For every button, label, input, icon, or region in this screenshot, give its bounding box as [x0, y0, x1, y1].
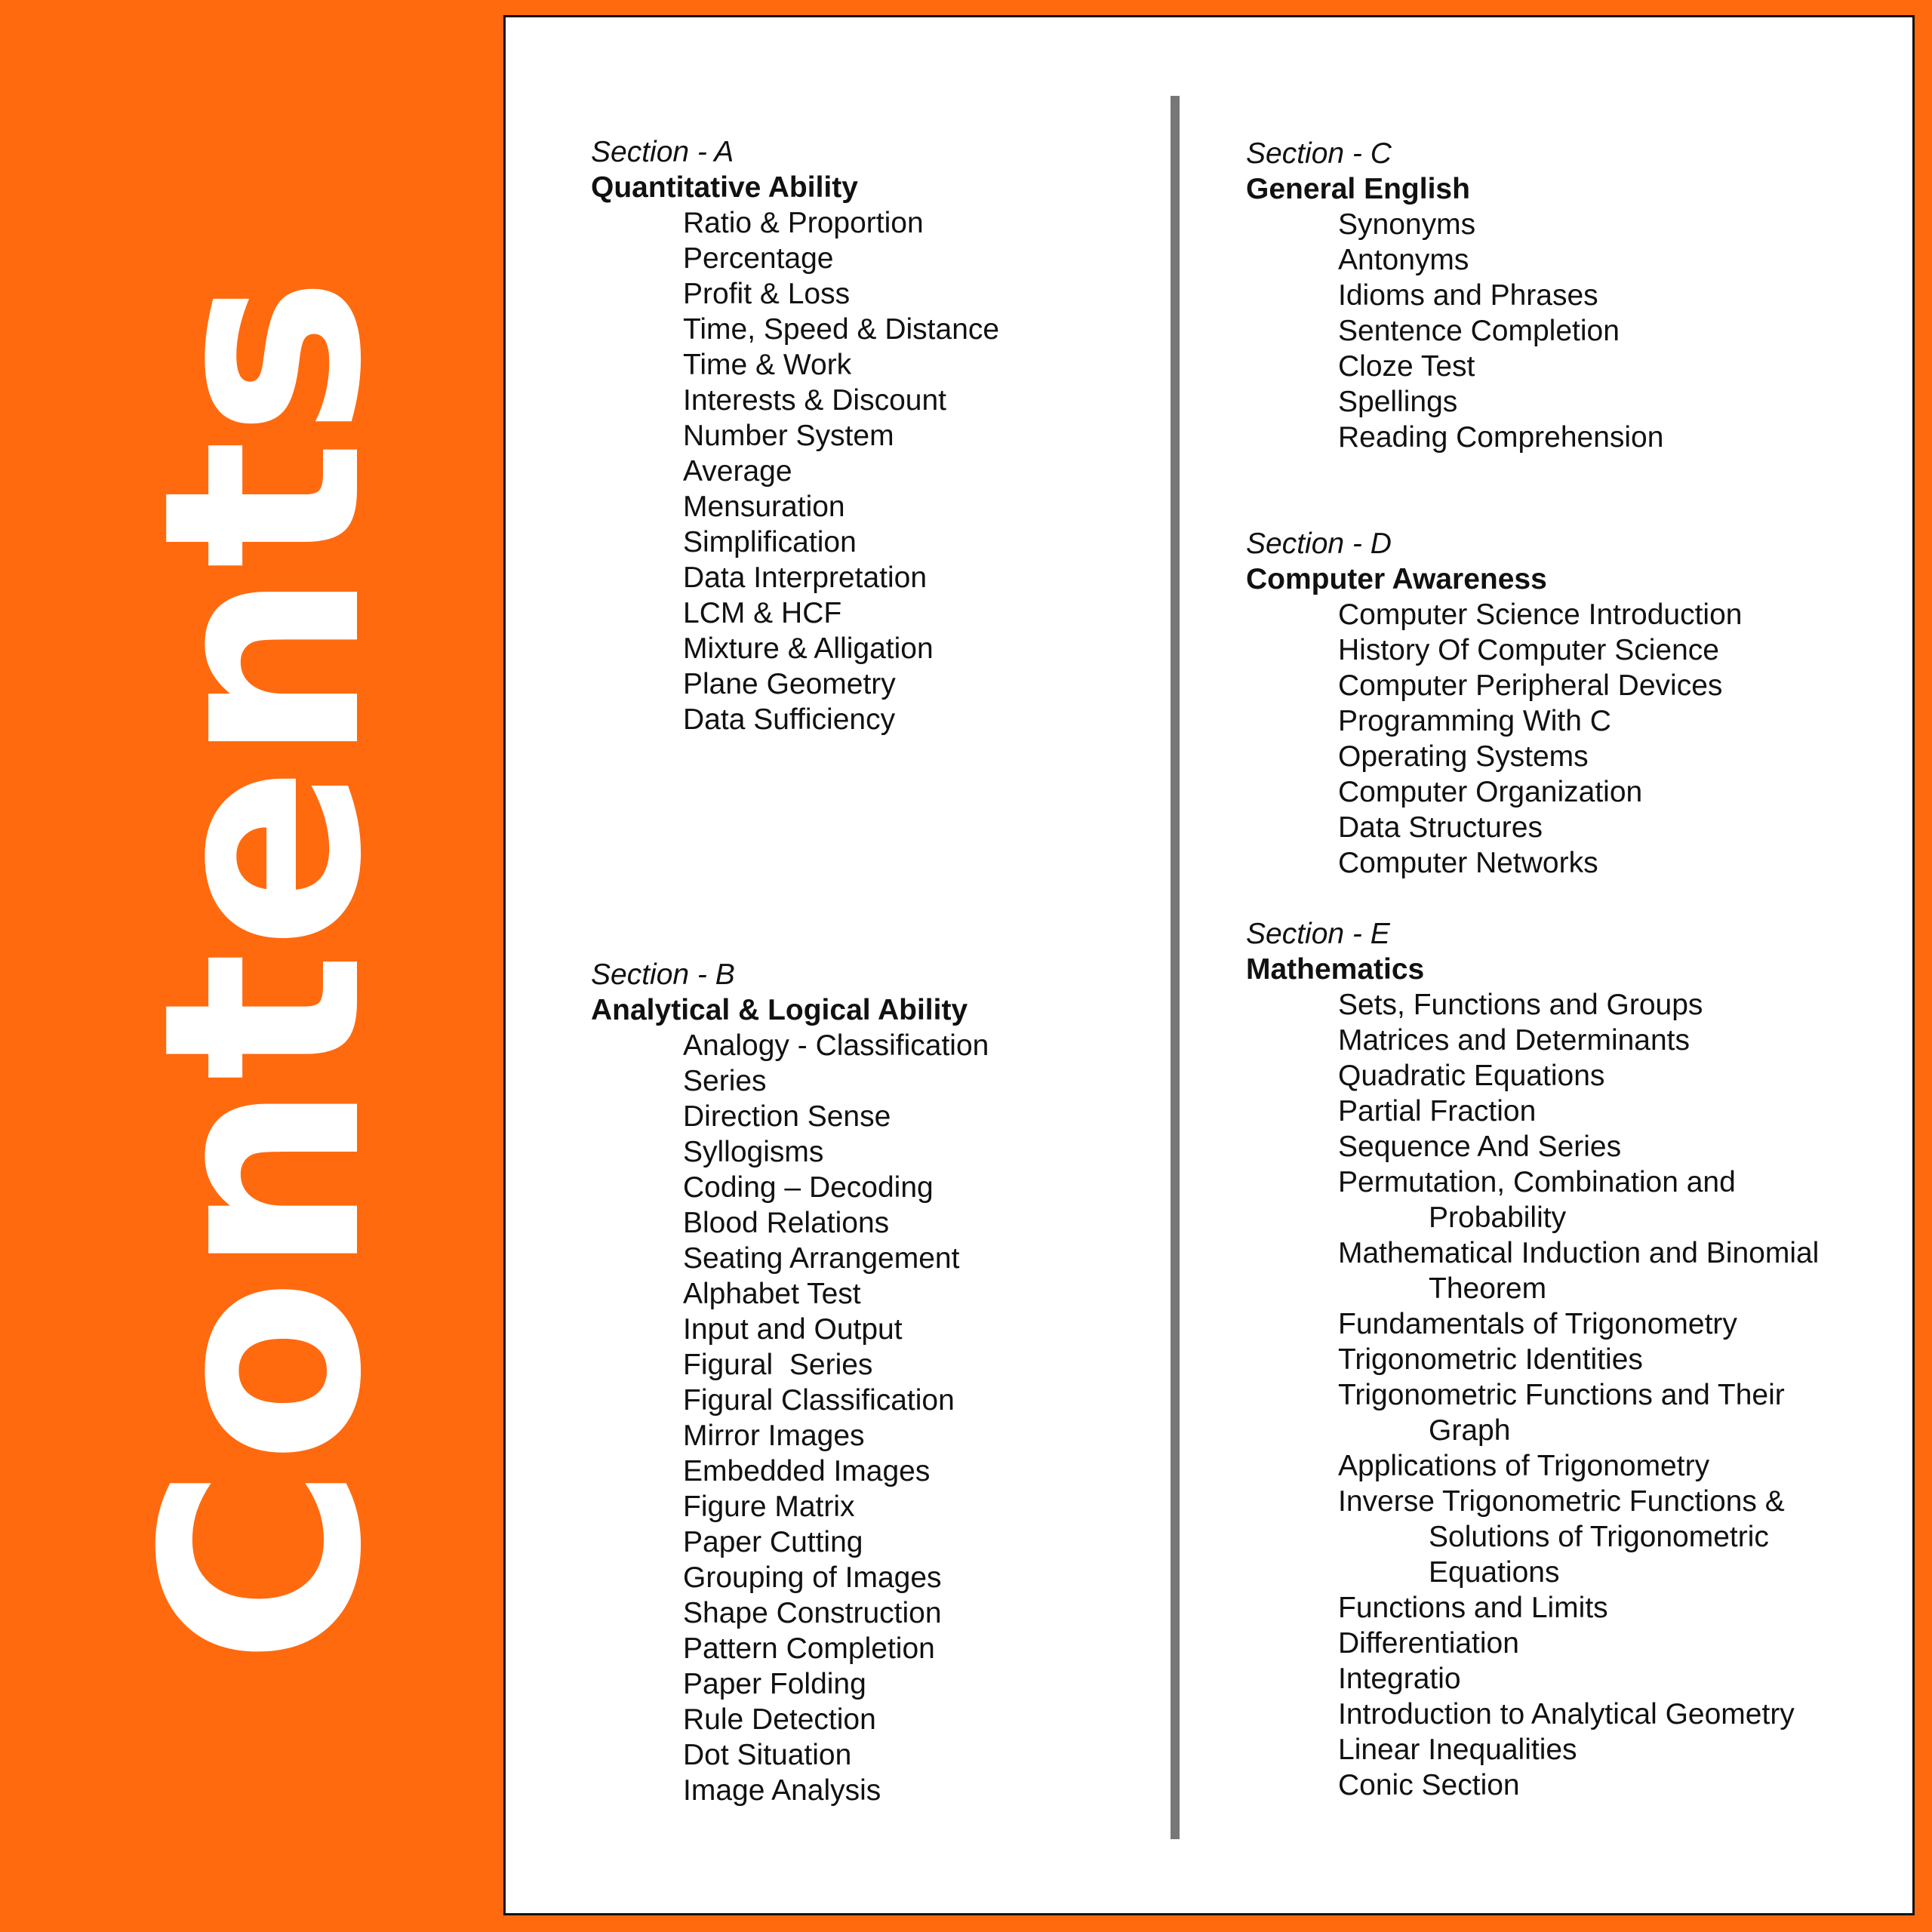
topic-item: Quadratic Equations: [1338, 1060, 1605, 1092]
topic-item: Alphabet Test: [683, 1278, 861, 1310]
topic-item-continuation: Equations: [1429, 1556, 1560, 1589]
topic-item: Permutation, Combination and: [1338, 1166, 1736, 1198]
topic-item: LCM & HCF: [683, 597, 842, 629]
topic-item: Antonyms: [1338, 244, 1469, 276]
topic-item: Introduction to Analytical Geometry: [1338, 1698, 1795, 1730]
topic-item: Figure Matrix: [683, 1491, 855, 1523]
section-title: Mathematics: [1246, 953, 1425, 986]
section-d: [1246, 526, 1895, 916]
topic-item: Functions and Limits: [1338, 1592, 1608, 1624]
topic-item: Mixture & Alligation: [683, 632, 934, 665]
topic-item: Conic Section: [1338, 1769, 1520, 1801]
topic-item: Input and Output: [683, 1313, 903, 1346]
topic-item: Number System: [683, 420, 894, 452]
topic-item: Sequence And Series: [1338, 1131, 1622, 1163]
left-column: [591, 134, 1149, 1808]
topic-item: Data Sufficiency: [683, 703, 896, 736]
section-label: Section - C: [1246, 137, 1392, 170]
topic-item: Pattern Completion: [683, 1632, 935, 1665]
topic-item: Rule Detection: [683, 1703, 876, 1736]
topic-item: Computer Peripheral Devices: [1338, 669, 1723, 702]
topic-item: Computer Science Introduction: [1338, 598, 1743, 631]
section-label: Section - B: [591, 958, 735, 991]
topic-list: [1246, 207, 1895, 455]
topic-item: Figural Series: [683, 1349, 873, 1381]
section-a: [591, 134, 1149, 957]
topic-item: Plane Geometry: [683, 668, 896, 700]
topic-list: [1246, 987, 1895, 1803]
topic-item: Partial Fraction: [1338, 1095, 1537, 1128]
topic-item: Paper Folding: [683, 1668, 866, 1700]
topic-item: Mathematical Induction and Binomial: [1338, 1237, 1820, 1269]
topic-item-continuation: Graph: [1429, 1414, 1511, 1447]
topic-list: [1246, 597, 1895, 881]
topic-item: Inverse Trigonometric Functions &: [1338, 1485, 1785, 1518]
topic-item: Series: [683, 1065, 767, 1097]
topic-item: Grouping of Images: [683, 1561, 942, 1594]
topic-item: Sets, Functions and Groups: [1338, 989, 1703, 1021]
topic-item: Seating Arrangement: [683, 1242, 960, 1275]
topic-item: Fundamentals of Trigonometry: [1338, 1308, 1737, 1340]
topic-item: Percentage: [683, 242, 834, 275]
topic-item: Blood Relations: [683, 1207, 890, 1239]
right-column: [1246, 136, 1895, 1803]
topic-item: Simplification: [683, 526, 857, 558]
topic-item: Integratio: [1338, 1663, 1461, 1695]
topic-item: Computer Networks: [1338, 847, 1598, 879]
topic-item: Data Interpretation: [683, 561, 928, 594]
topic-item: Coding – Decoding: [683, 1171, 934, 1204]
section-c: [1246, 136, 1895, 526]
banner-title: Contents: [105, 274, 421, 1666]
topic-item-continuation: Probability: [1429, 1201, 1567, 1234]
topic-item: Direction Sense: [683, 1100, 891, 1133]
topic-item: Idioms and Phrases: [1338, 279, 1598, 312]
topic-item: Sentence Completion: [1338, 315, 1620, 347]
section-title: Computer Awareness: [1246, 563, 1547, 595]
section-label: Section - D: [1246, 528, 1392, 560]
topic-item: Analogy - Classification: [683, 1029, 989, 1062]
topic-list: [591, 205, 1149, 737]
topic-item: Matrices and Determinants: [1338, 1024, 1690, 1057]
topic-item: Embedded Images: [683, 1455, 931, 1487]
section-title: General English: [1246, 173, 1470, 205]
topic-item: Cloze Test: [1338, 350, 1475, 383]
topic-item: Data Structures: [1338, 811, 1543, 844]
section-label: Section - E: [1246, 918, 1390, 950]
topic-item: History Of Computer Science: [1338, 634, 1720, 666]
topic-item: Average: [683, 455, 792, 488]
section-b: [591, 957, 1149, 1808]
section-e: [1246, 916, 1895, 1803]
topic-item: Reading Comprehension: [1338, 421, 1664, 454]
topic-item: Trigonometric Identities: [1338, 1343, 1643, 1376]
topic-item: Spellings: [1338, 386, 1458, 418]
topic-item: Figural Classification: [683, 1384, 955, 1417]
section-title: Quantitative Ability: [591, 171, 858, 204]
topic-item: Ratio & Proportion: [683, 207, 924, 239]
topic-item: Mirror Images: [683, 1420, 865, 1452]
topic-item: Linear Inequalities: [1338, 1734, 1577, 1766]
topic-item: Trigonometric Functions and Their: [1338, 1379, 1785, 1411]
topic-item-continuation: Theorem: [1429, 1272, 1547, 1305]
topic-item: Syllogisms: [683, 1136, 824, 1168]
topic-item: Image Analysis: [683, 1774, 881, 1807]
topic-item: Computer Organization: [1338, 776, 1643, 808]
topic-item: Time, Speed & Distance: [683, 313, 1000, 346]
topic-item: Time & Work: [683, 349, 852, 381]
topic-item: Mensuration: [683, 491, 845, 523]
topic-item: Shape Construction: [683, 1597, 942, 1629]
topic-item: Profit & Loss: [683, 278, 851, 310]
topic-item: Operating Systems: [1338, 740, 1589, 773]
topic-list: [591, 1028, 1149, 1808]
topic-item: Differentiation: [1338, 1627, 1519, 1660]
topic-item: Applications of Trigonometry: [1338, 1450, 1710, 1482]
topic-item-continuation: Solutions of Trigonometric: [1429, 1521, 1769, 1553]
topic-item: Interests & Discount: [683, 384, 946, 417]
topic-item: Programming With C: [1338, 705, 1611, 737]
topic-item: Dot Situation: [683, 1739, 852, 1771]
section-title: Analytical & Logical Ability: [591, 994, 968, 1026]
topic-item: Synonyms: [1338, 208, 1476, 241]
section-label: Section - A: [591, 136, 734, 168]
column-divider: [1171, 96, 1180, 1839]
topic-item: Paper Cutting: [683, 1526, 863, 1558]
